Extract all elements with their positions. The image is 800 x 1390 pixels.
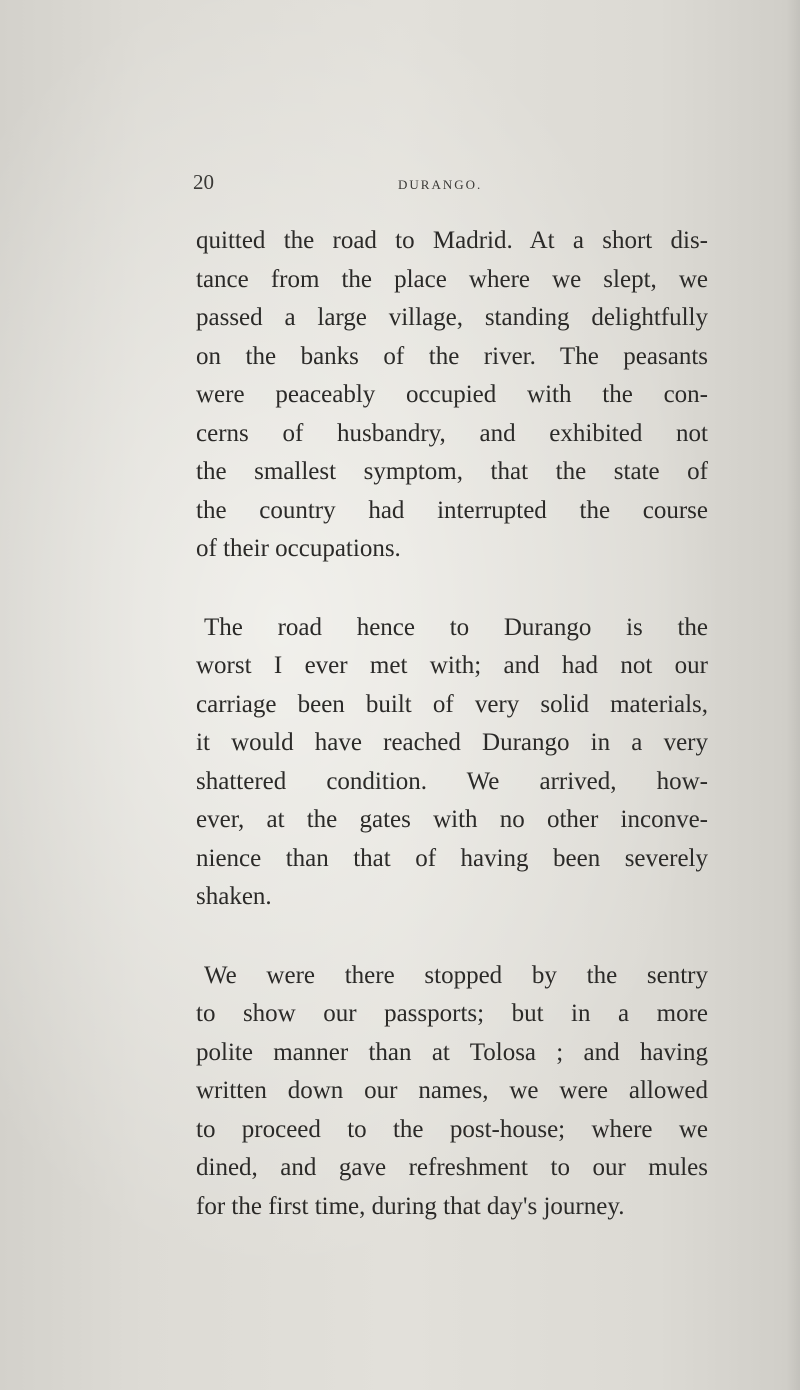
text-line: We were there stopped by the sentry — [204, 961, 708, 989]
paragraph-gap — [196, 917, 708, 957]
text-line: tance from the place where we slept, we — [196, 265, 708, 293]
text-line: carriage been built of very solid materials, — [196, 690, 708, 718]
text-line: it would have reached Durango in a very — [196, 729, 708, 756]
body-text — [196, 222, 708, 1226]
text-line: passed a large village, standing delightfully — [196, 304, 708, 331]
page-edge-shadow — [786, 0, 800, 1390]
text-line: of their occupations. — [196, 535, 401, 562]
text-line: the country had interrupted the course — [196, 496, 708, 524]
text-line: ever, at the gates with no other inconve- — [196, 806, 708, 833]
text-line: to show our passports; but in a more — [196, 1000, 708, 1027]
text-line: The road hence to Durango is the — [204, 613, 708, 641]
text-line: the smallest symptom, that the state of — [196, 458, 708, 485]
paragraph-2 — [196, 609, 708, 917]
text-line: to proceed to the post-house; where we — [196, 1115, 708, 1143]
text-line: for the first time, during that day's journey. — [196, 1192, 625, 1220]
paragraph-gap — [196, 569, 708, 609]
text-line: written down our names, we were allowed — [196, 1077, 708, 1104]
page-number: 20 — [193, 170, 214, 194]
text-line: worst I ever met with; and had not our — [196, 652, 708, 679]
text-line: cerns of husbandry, and exhibited not — [196, 419, 708, 447]
text-line: were peaceably occupied with the con- — [196, 381, 708, 408]
text-line: shattered condition. We arrived, how- — [196, 767, 708, 795]
running-head: DURANGO. — [398, 177, 483, 192]
text-line: nience than that of having been severely — [196, 844, 708, 872]
text-line: dined, and gave refreshment to our mules — [196, 1154, 708, 1181]
text-line: polite manner than at Tolosa ; and having — [196, 1038, 708, 1066]
paragraph-3 — [196, 957, 708, 1227]
text-line: quitted the road to Madrid. At a short dis- — [196, 227, 708, 254]
text-line: on the banks of the river. The peasants — [196, 342, 708, 370]
paragraph-1 — [196, 222, 708, 569]
text-line: shaken. — [196, 883, 272, 910]
